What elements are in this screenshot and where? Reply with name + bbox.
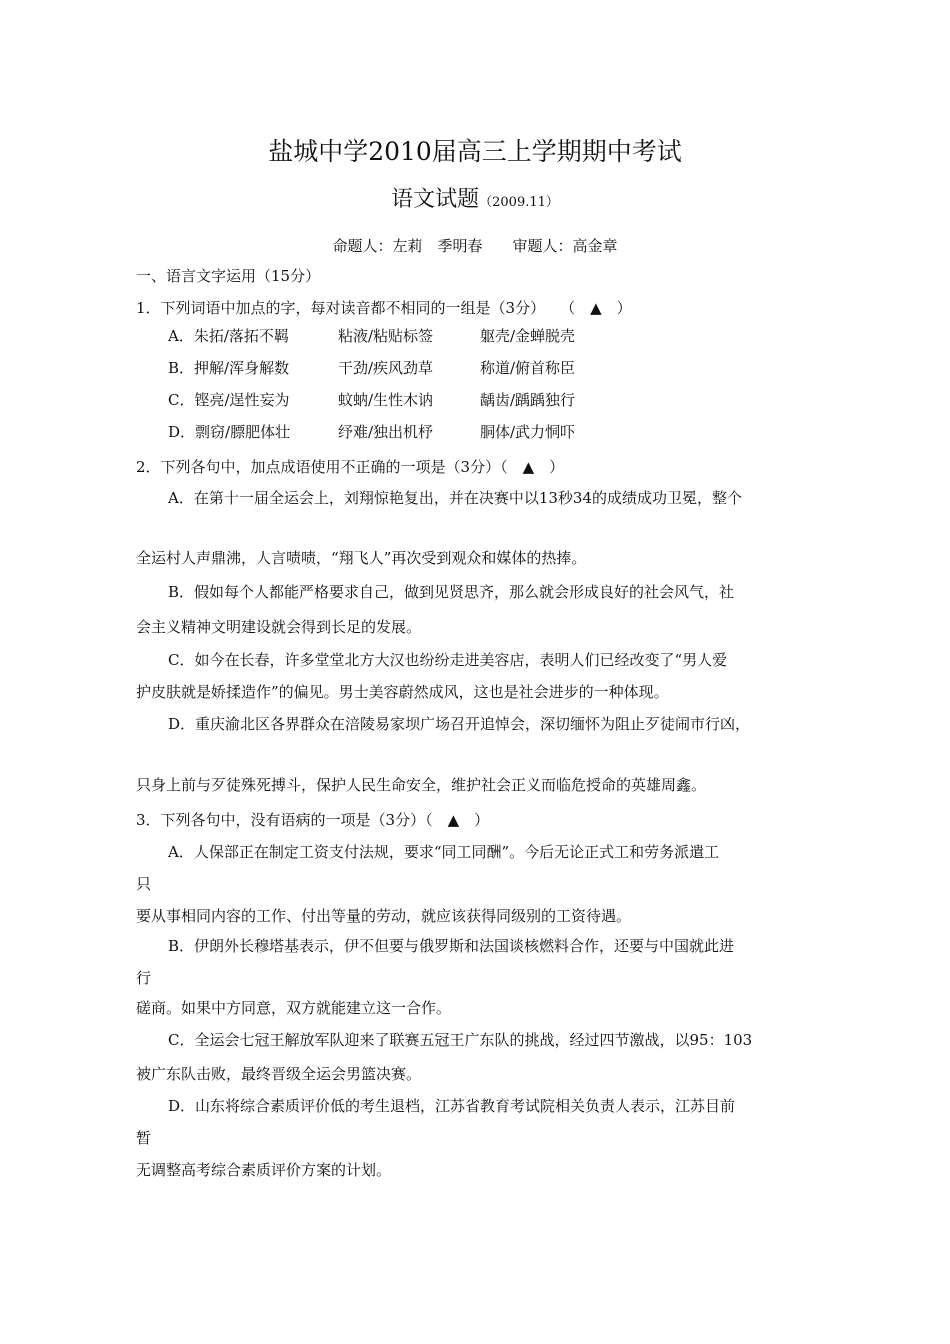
q1-c-3: 龋齿/踽踽独行 (480, 391, 576, 409)
q3-option-a-line3: 要从事相同内容的工作、付出等量的劳动，就应该获得同级别的工资待遇。 (136, 907, 632, 925)
section-heading: 一、语言文字运用（15分） (136, 267, 321, 285)
q2-option-d-line1: D．重庆渝北区各界群众在涪陵易家坝广场召开追悼会，深切缅怀为阻止歹徒闹市行凶， (168, 715, 751, 733)
q2-option-c-line2: 护皮肤就是娇揉造作”的偏见。男士美容蔚然成风，这也是社会进步的一种体现。 (136, 683, 669, 701)
q1-a-2: 粘液/粘贴标签 (338, 327, 434, 345)
q1-a-3: 躯壳/金蝉脱壳 (480, 327, 576, 345)
q3-option-b-line3: 磋商。如果中方同意，双方就能建立这一合作。 (136, 999, 452, 1017)
exam-title: 盐城中学2010届高三上学期期中考试 (268, 137, 682, 166)
question-3-stem: 3．下列各句中，没有语病的一项是（3分）（ ▲ ） (136, 811, 490, 829)
q2-option-a-line2: 全运村人声鼎沸，人言啧啧，“翔飞人”再次受到观众和媒体的热捧。 (136, 549, 587, 567)
q2-option-a-line1: A．在第十一届全运会上，刘翔惊艳复出，并在决赛中以13秒34的成绩成功卫冕，整个 (168, 489, 743, 507)
q3-option-b-line2: 行 (136, 969, 152, 987)
q3-option-d-line3: 无调整高考综合素质评价方案的计划。 (136, 1161, 392, 1179)
q1-d-3: 胴体/武力恫吓 (480, 423, 576, 441)
question-1-stem: 1．下列词语中加点的字，每对读音都不相同的一组是（3分） （ ▲ ） (136, 299, 632, 317)
q2-option-b-line1: B．假如每个人都能严格要求自己，做到见贤思齐，那么就会形成良好的社会风气，社 (168, 583, 735, 601)
subtitle-text: 语文试题 (391, 187, 480, 212)
q1-a-1: A．朱拓/落拓不羁 (168, 327, 289, 345)
q1-option-a (168, 326, 575, 346)
q3-option-b-line1: B．伊朗外长穆塔基表示，伊不但要与俄罗斯和法国谈核燃料合作，还要与中国就此进 (168, 937, 735, 955)
exam-subtitle (0, 186, 950, 217)
q1-b-3: 称道/俯首称臣 (480, 359, 576, 377)
exam-date: （2009.11） (479, 195, 559, 210)
q3-option-a-line2: 只 (136, 875, 152, 893)
question-2-stem: 2．下列各句中，加点成语使用不正确的一项是（3分）（ ▲ ） (136, 458, 565, 476)
q3-option-d-line1: D．山东将综合素质评价低的考生退档，江苏省教育考试院相关负责人表示，江苏目前 (168, 1097, 736, 1115)
q1-d-2: 纾难/独出机杼 (338, 423, 434, 441)
q3-option-c-line2: 被广东队击败，最终晋级全运会男篮决赛。 (136, 1065, 422, 1083)
q1-b-2: 干劲/疾风劲草 (338, 359, 434, 377)
exam-authors: 命题人：左莉 季明春 审题人：高金章 (332, 237, 618, 255)
q1-option-b (168, 358, 575, 378)
q1-c-2: 蚊蚋/生性木讷 (338, 391, 434, 409)
q1-b-1: B．押解/浑身解数 (168, 359, 290, 377)
q3-option-d-line2: 暂 (136, 1129, 152, 1147)
q1-option-d (168, 422, 575, 442)
q2-option-c-line1: C．如今在长春，许多堂堂北方大汉也纷纷走进美容店，表明人们已经改变了“男人爱 (168, 651, 728, 669)
q3-option-a-line1: A．人保部正在制定工资支付法规，要求“同工同酬”。今后无论正式工和劳务派遣工 (168, 843, 720, 861)
q3-option-c-line1: C．全运会七冠王解放军队迎来了联赛五冠王广东队的挑战，经过四节激战，以95：103 (168, 1031, 753, 1049)
q1-c-1: C．铿亮/逞性妄为 (168, 391, 290, 409)
q2-option-d-line2: 只身上前与歹徒殊死搏斗，保护人民生命安全，维护社会正义而临危授命的英雄周鑫。 (136, 776, 707, 794)
q1-d-1: D．剽窃/膘肥体壮 (168, 423, 291, 441)
q2-option-b-line2: 会主义精神文明建设就会得到长足的发展。 (136, 618, 422, 636)
q1-option-c (168, 390, 575, 410)
